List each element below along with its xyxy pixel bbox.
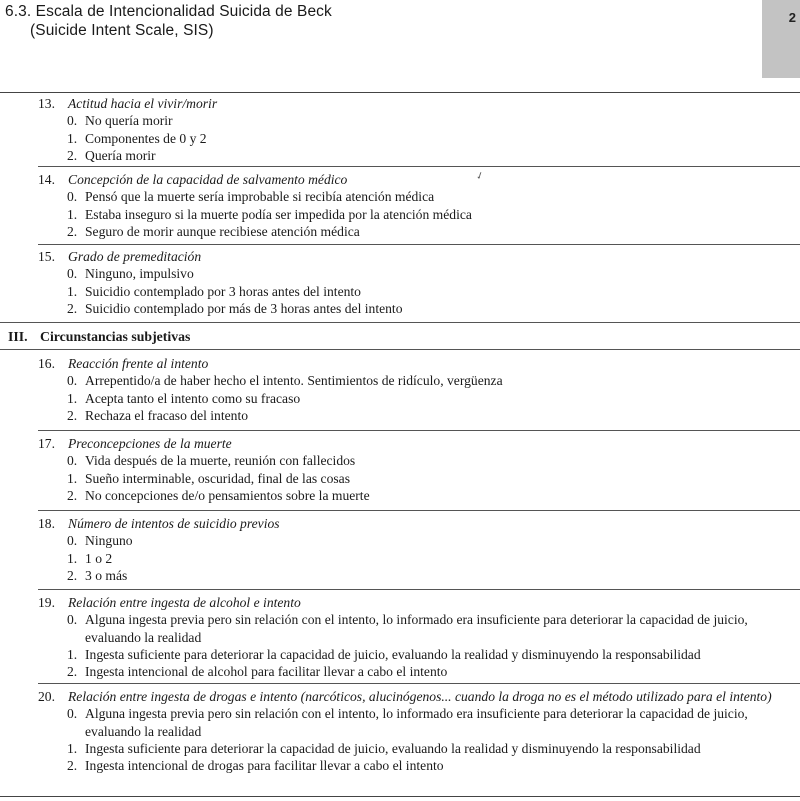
item-option: 0. Alguna ingesta previa pero sin relación con el intento, lo informado era insuficiente para deteriorar la capacidad de juicio, evaluando la realidad [67, 706, 748, 739]
item-18 [0, 515, 800, 584]
item-17 [0, 435, 800, 504]
section-heading: III. Circunstancias subjetivas [8, 329, 191, 344]
item-option: 2. 3 o más [67, 567, 128, 583]
item-question: 20. Relación entre ingesta de drogas e intento (narcóticos, alucinógenos... cuando la droga no es el método utilizado para el intento) [38, 689, 772, 704]
page-tab-number: 2 [788, 10, 796, 25]
item-question: 18. Número de intentos de suicidio previos [38, 516, 280, 531]
title-line-1: 6.3. Escala de Intencionalidad Suicida de Beck [5, 3, 332, 20]
table-top-rule [0, 92, 800, 93]
item-divider [38, 683, 800, 684]
item-option: 0. Pensó que la muerte sería improbable si recibía atención médica [67, 189, 435, 205]
item-15 [0, 248, 800, 317]
item-option: 0. Ninguno [67, 533, 133, 549]
item-option: 0. Alguna ingesta previa pero sin relación con el intento, lo informado era insuficiente para deteriorar la capacidad de juicio, evaluando la realidad [67, 612, 748, 645]
check-mark: ✓ [474, 169, 487, 184]
item-option: 1. 1 o 2 [67, 550, 113, 566]
item-option: 0. Ninguno, impulsivo [67, 266, 194, 282]
item-question: 16. Reacción frente al intento [38, 356, 209, 371]
item-question: 17. Preconcepciones de la muerte [38, 436, 232, 451]
item-divider [38, 430, 800, 431]
item-option: 0. Arrepentido/a de haber hecho el intento. Sentimientos de ridículo, vergüenza [67, 373, 503, 389]
item-option: 2. Quería morir [67, 147, 156, 163]
item-question: 19. Relación entre ingesta de alcohol e intento [38, 595, 301, 610]
item-divider [38, 510, 800, 511]
item-option: 1. Suicidio contemplado por 3 horas antes del intento [67, 283, 361, 299]
item-question: 15. Grado de premeditación [38, 249, 202, 264]
item-option: 2. Ingesta intencional de drogas para facilitar llevar a cabo el intento [67, 758, 444, 774]
item-divider [38, 244, 800, 245]
item-14 [0, 171, 800, 240]
item-13 [0, 95, 800, 164]
item-option: 1. Acepta tanto el intento como su fracaso [67, 390, 301, 406]
item-option: 2. Seguro de morir aunque recibiese atención médica [67, 223, 360, 239]
item-option: 0. No quería morir [67, 113, 173, 129]
item-option: 2. Suicidio contemplado por más de 3 horas antes del intento [67, 300, 403, 316]
item-option: 2. No concepciones de/o pensamientos sobre la muerte [67, 487, 370, 503]
item-option: 2. Rechaza el fracaso del intento [67, 407, 249, 423]
item-divider [38, 166, 800, 167]
item-option: 2. Ingesta intencional de alcohol para facilitar llevar a cabo el intento [67, 664, 448, 680]
item-divider [38, 589, 800, 590]
item-option: 0. Vida después de la muerte, reunión con fallecidos [67, 453, 356, 469]
item-question: 13. Actitud hacia el vivir/morir [38, 96, 218, 111]
page-tab [762, 0, 800, 78]
item-16 [0, 355, 800, 424]
section-divider [0, 322, 800, 323]
item-option: 1. Sueño interminable, oscuridad, final de las cosas [67, 470, 351, 486]
item-option: 1. Componentes de 0 y 2 [67, 130, 207, 146]
section-divider [0, 349, 800, 350]
item-19 [0, 594, 800, 680]
document-title [5, 2, 332, 40]
table-bottom-rule [0, 796, 800, 797]
item-option: 1. Estaba inseguro si la muerte podía ser impedida por la atención médica [67, 206, 472, 222]
title-line-2: (Suicide Intent Scale, SIS) [30, 22, 214, 39]
item-20 [0, 688, 800, 774]
item-option: 1. Ingesta suficiente para deteriorar la capacidad de juicio, evaluando la realidad y disminuyendo la responsabilidad [67, 646, 701, 662]
item-question: 14. Concepción de la capacidad de salvamento médico [38, 172, 348, 187]
item-option: 1. Ingesta suficiente para deteriorar la capacidad de juicio, evaluando la realidad y disminuyendo la responsabilidad [67, 740, 701, 756]
